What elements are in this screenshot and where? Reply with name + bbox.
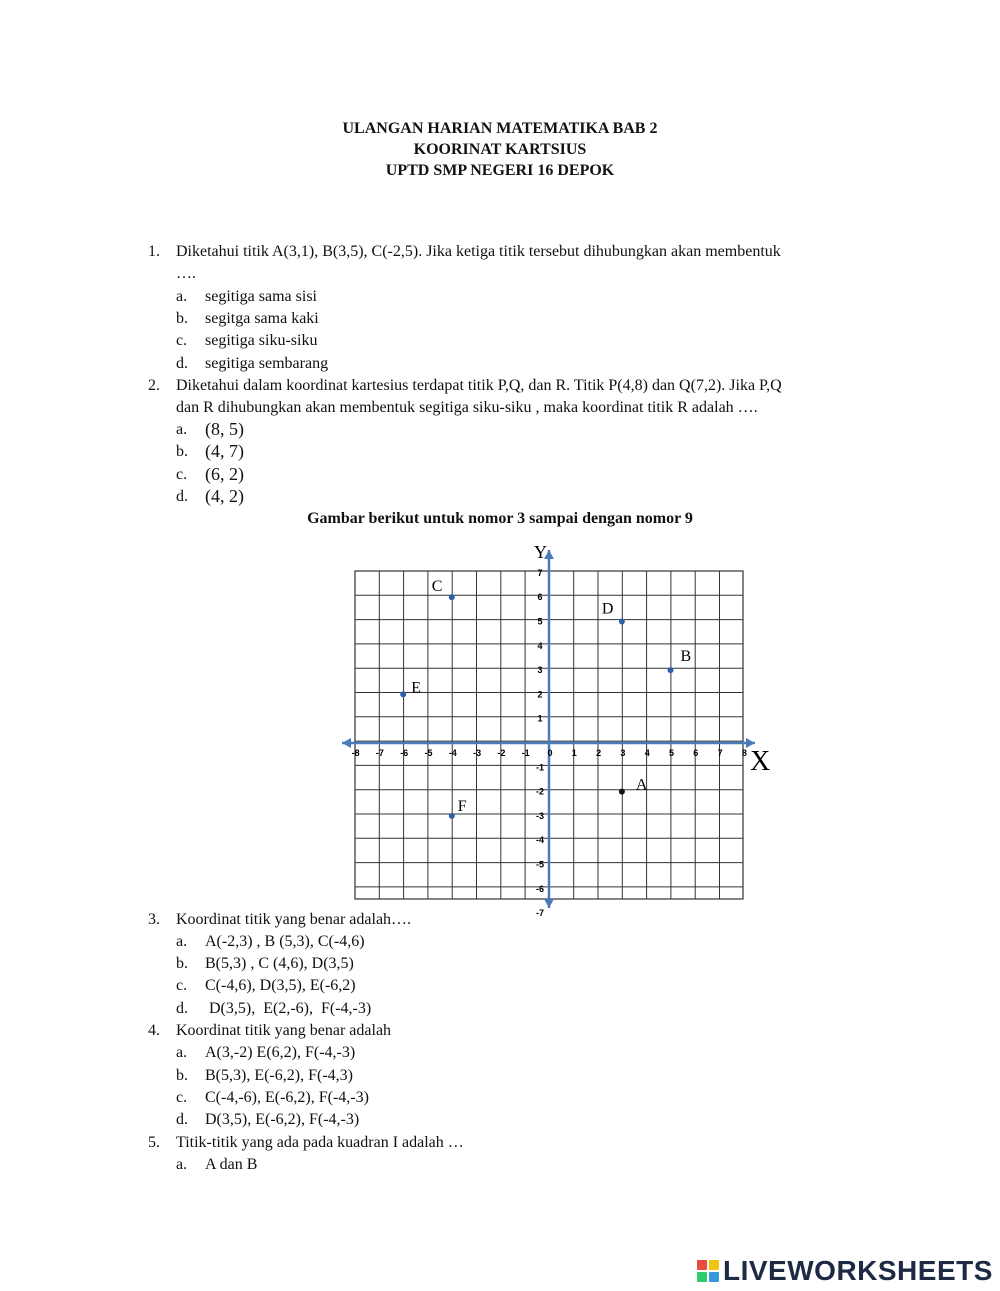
x-axis-arrow-left: [342, 738, 351, 748]
question-text: Diketahui dalam koordinat kartesius terdapat titik P,Q, dan R. Titik P(4,8) dan Q(7,2). Jika P,Q: [176, 377, 782, 394]
y-tick-label: -4: [535, 835, 545, 846]
title-line-2: KOORINAT KARTSIUS: [413, 141, 587, 158]
x-tick-label: 0: [547, 748, 553, 758]
question-number: 1.: [148, 243, 160, 260]
point-C: [449, 594, 455, 600]
option-letter: a.: [176, 933, 188, 950]
y-tick-label: -7: [535, 908, 545, 919]
option-text: segitiga sembarang: [205, 355, 329, 372]
title-line-1: ULANGAN HARIAN MATEMATIKA BAB 2: [342, 120, 658, 137]
point-A: [619, 789, 625, 795]
option-letter: c.: [176, 466, 188, 483]
x-tick-label: 3: [620, 748, 626, 758]
option-letter: b.: [176, 310, 188, 327]
option-text: (8, 5): [205, 419, 244, 439]
option-text: C(-4,-6), E(-6,2), F(-4,-3): [205, 1089, 369, 1106]
y-tick-label: 2: [537, 689, 543, 700]
option-letter: a.: [176, 1044, 188, 1061]
option-text: B(5,3), E(-6,2), F(-4,3): [205, 1067, 353, 1084]
x-tick-label: -3: [473, 748, 482, 758]
point-label-D: D: [601, 600, 614, 618]
x-tick-label: 6: [693, 748, 699, 758]
y-tick-label: 6: [537, 592, 543, 603]
point-D: [619, 619, 625, 625]
option-letter: d.: [176, 1000, 188, 1017]
x-tick-label: 7: [717, 748, 723, 758]
x-tick-label: 8: [741, 748, 747, 758]
question-text: Koordinat titik yang benar adalah: [176, 1022, 392, 1039]
option-letter: d.: [176, 355, 188, 372]
logo-blocks-icon: [697, 1260, 719, 1282]
y-tick-label: -1: [535, 762, 545, 773]
question-text: Titik-titik yang ada pada kuadran I adalah …: [176, 1134, 464, 1151]
option-letter: c.: [176, 332, 188, 349]
x-tick-label: -4: [448, 748, 457, 758]
option-text: C(-4,6), D(3,5), E(-6,2): [205, 977, 356, 994]
x-tick-label: -5: [424, 748, 433, 758]
option-letter: c.: [176, 977, 188, 994]
option-letter: d.: [176, 1111, 188, 1128]
option-text: segitiga sama sisi: [205, 288, 317, 305]
option-letter: c.: [176, 1089, 188, 1106]
option-text: (6, 2): [205, 464, 244, 484]
option-text: D(3,5), E(-6,2), F(-4,-3): [205, 1111, 360, 1128]
tick-labels: [352, 542, 771, 918]
y-axis-label: Y: [534, 542, 547, 562]
x-tick-label: 1: [571, 748, 577, 758]
x-tick-label: 4: [644, 748, 650, 758]
question-number: 4.: [148, 1022, 160, 1039]
option-letter: d.: [176, 488, 188, 505]
y-tick-label: 5: [537, 616, 543, 627]
x-tick-label: 2: [596, 748, 602, 758]
question-number: 2.: [148, 377, 160, 394]
data-points: [400, 578, 691, 819]
option-text: A dan B: [205, 1156, 258, 1173]
y-tick-label: -6: [535, 883, 545, 894]
question-number: 5.: [148, 1134, 160, 1151]
liveworksheets-logo: [697, 1253, 993, 1289]
x-tick-label: 5: [668, 748, 675, 758]
point-label-E: E: [411, 679, 421, 697]
title-line-3: UPTD SMP NEGERI 16 DEPOK: [385, 162, 615, 179]
option-text: B(5,3) , C (4,6), D(3,5): [205, 955, 354, 972]
option-text: segitiga siku-siku: [205, 332, 318, 349]
option-text: segitga sama kaki: [205, 310, 319, 327]
question-text: Diketahui titik A(3,1), B(3,5), C(-2,5). Jika ketiga titik tersebut dihubungkan akan membentuk: [176, 243, 781, 260]
y-tick-label: 3: [537, 665, 543, 676]
question-text: dan R dihubungkan akan membentuk segitiga siku-siku , maka koordinat titik R adalah ….: [176, 399, 758, 416]
option-text: (4, 2): [205, 486, 244, 506]
y-tick-label: 4: [537, 640, 543, 651]
option-letter: b.: [176, 1067, 188, 1084]
x-tick-label: -2: [497, 748, 506, 758]
point-label-F: F: [457, 797, 467, 815]
option-text: (4, 7): [205, 441, 244, 461]
point-E: [400, 691, 406, 697]
question-text: Koordinat titik yang benar adalah….: [176, 911, 412, 928]
option-letter: a.: [176, 288, 188, 305]
option-letter: b.: [176, 443, 188, 460]
option-text: A(-2,3) , B (5,3), C(-4,6): [205, 933, 365, 950]
x-tick-label: -8: [351, 748, 360, 758]
y-tick-label: -5: [535, 859, 545, 870]
x-tick-label: -1: [521, 748, 530, 758]
cartesian-plane: [330, 538, 790, 919]
figure-caption: Gambar berikut untuk nomor 3 sampai dengan nomor 9: [307, 510, 693, 527]
point-F: [449, 813, 455, 819]
y-tick-label: 7: [537, 567, 543, 578]
y-tick-label: -3: [535, 810, 545, 821]
y-tick-label: -2: [535, 786, 545, 797]
option-letter: b.: [176, 955, 188, 972]
x-tick-label: -7: [375, 748, 384, 758]
question-number: 3.: [148, 911, 160, 928]
point-label-C: C: [431, 578, 443, 596]
point-label-B: B: [680, 648, 692, 666]
y-axis-arrow-bottom: [544, 899, 554, 908]
option-letter: a.: [176, 421, 188, 438]
point-B: [668, 667, 674, 673]
option-text: D(3,5), E(2,-6), F(-4,-3): [205, 1000, 372, 1017]
y-tick-label: 1: [537, 713, 543, 724]
option-text: A(3,-2) E(6,2), F(-4,-3): [205, 1044, 356, 1061]
x-axis-label: X: [750, 746, 771, 777]
x-tick-label: -6: [400, 748, 409, 758]
option-letter: a.: [176, 1156, 188, 1173]
question-text: ….: [176, 265, 196, 282]
logo-text: LIVEWORKSHEETS: [723, 1255, 993, 1286]
point-label-A: A: [635, 776, 648, 794]
